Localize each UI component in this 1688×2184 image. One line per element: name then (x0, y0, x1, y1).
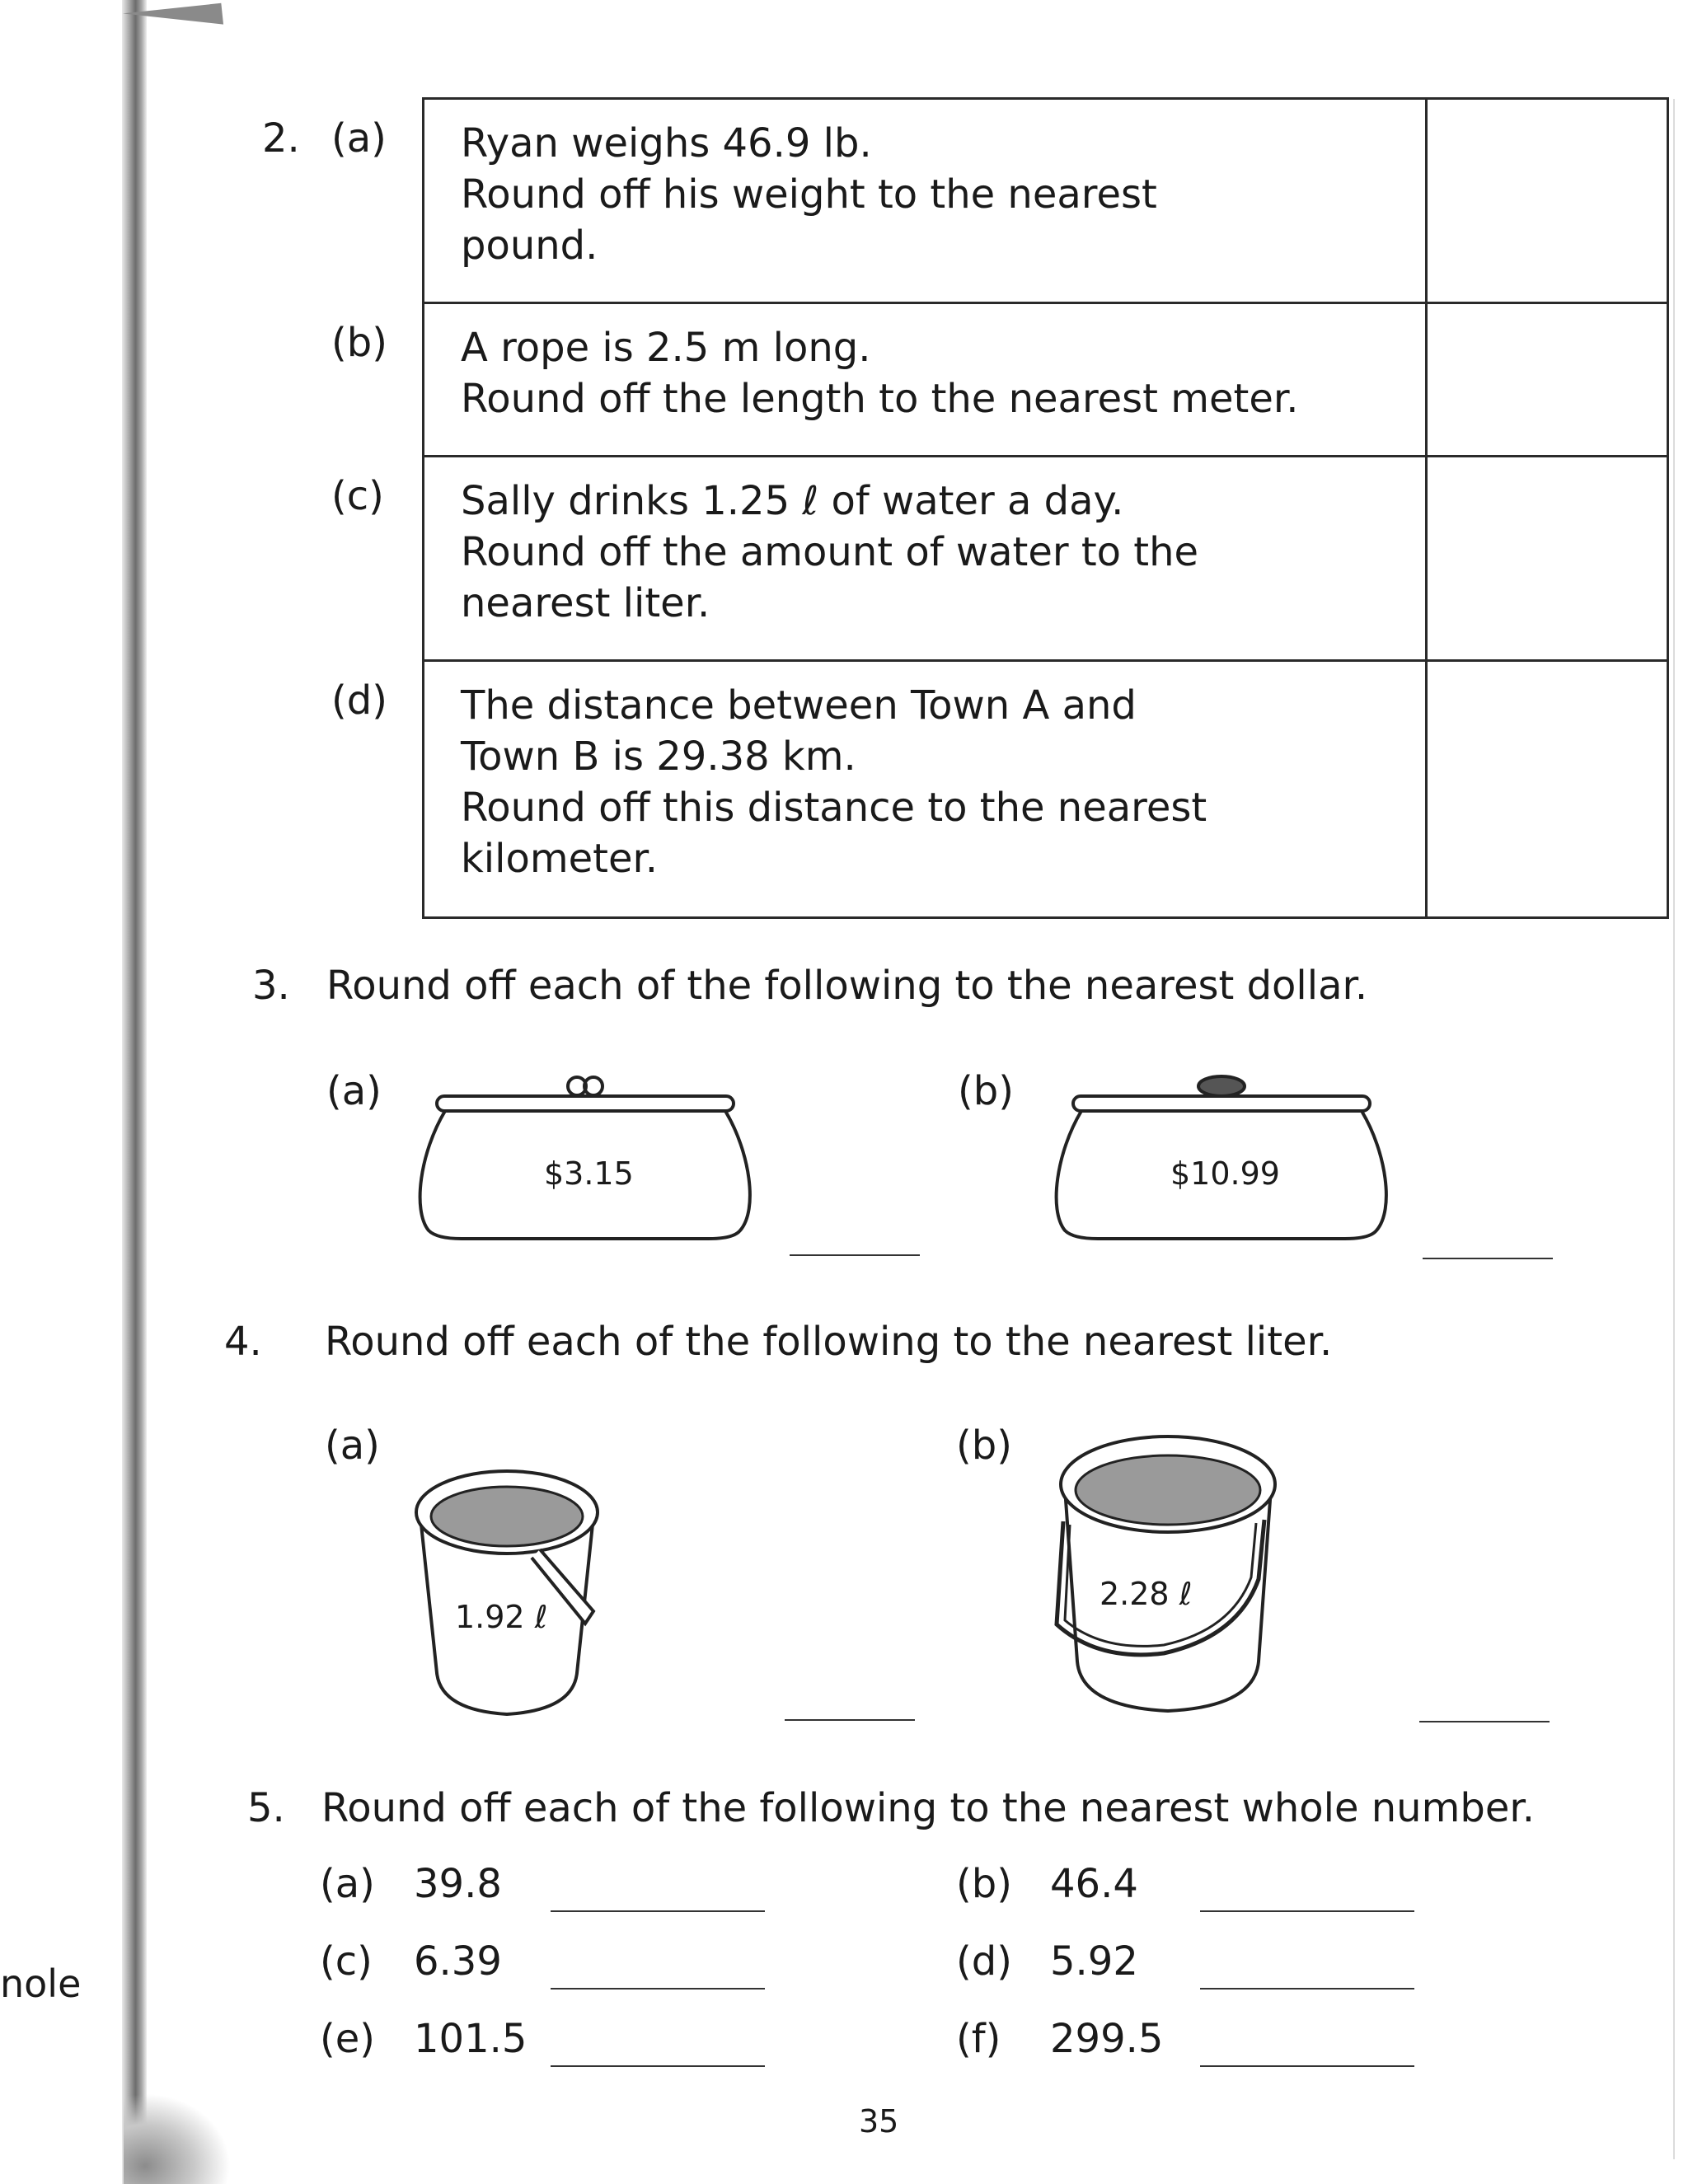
q5e-label: (e) (320, 2016, 375, 2062)
spine-bottom-smudge (124, 2093, 231, 2184)
q2-table (422, 97, 1669, 919)
q2b-line-2: Round off the length to the nearest meter. (461, 376, 1299, 422)
q2b-text (424, 303, 1427, 457)
q2d-answer-box[interactable] (1427, 661, 1668, 918)
q2d-label: (d) (331, 677, 387, 724)
q2a-line-2: Round off his weight to the nearest (461, 171, 1157, 218)
q5a-label: (a) (320, 1861, 375, 1907)
margin-text-fragment: nole (0, 1961, 82, 2006)
q2c-line-2: Round off the amount of water to the (461, 529, 1199, 575)
q2-row-d (424, 661, 1668, 918)
q5d-answer-line[interactable] (1200, 1988, 1414, 1990)
q5c-answer-line[interactable] (551, 1988, 765, 1990)
q4-number: 4. (224, 1319, 262, 1365)
q5d-label: (d) (956, 1938, 1012, 1985)
q5e-answer-line[interactable] (551, 2065, 765, 2067)
q5a-answer-line[interactable] (551, 1910, 765, 1912)
q3b-answer-line[interactable] (1423, 1258, 1553, 1259)
q5-prompt: Round off each of the following to the nearest whole number. (321, 1785, 1535, 1831)
q5b-answer-line[interactable] (1200, 1910, 1414, 1912)
q2-row-c (424, 457, 1668, 661)
q5b-value: 46.4 (1050, 1861, 1138, 1907)
q2b-line-1: A rope is 2.5 m long. (461, 325, 871, 371)
q3a-value: $3.15 (544, 1155, 634, 1192)
q5d-value: 5.92 (1050, 1938, 1138, 1985)
bucket-icon (408, 1459, 606, 1722)
q2a-line-1: Ryan weighs 46.9 lb. (461, 120, 872, 166)
q2d-text (424, 661, 1427, 918)
q5f-value: 299.5 (1050, 2016, 1164, 2062)
q2-row-a (424, 99, 1668, 303)
q2a-text (424, 99, 1427, 303)
q2d-line-3: Round off this distance to the nearest (461, 785, 1207, 831)
q2-number: 2. (262, 115, 300, 162)
q3-prompt: Round off each of the following to the nearest dollar. (326, 963, 1368, 1009)
q5b-label: (b) (956, 1861, 1012, 1907)
q2a-line-3: pound. (461, 223, 598, 269)
q4a-label: (a) (325, 1422, 380, 1469)
page-number: 35 (859, 2103, 899, 2139)
q5c-value: 6.39 (414, 1938, 502, 1985)
q4-prompt: Round off each of the following to the nearest liter. (325, 1319, 1333, 1365)
q3a-answer-line[interactable] (790, 1254, 920, 1256)
q4b-value: 2.28 ℓ (1100, 1576, 1193, 1612)
q5a-value: 39.8 (414, 1861, 502, 1907)
q2d-line-1: The distance between Town A and (461, 682, 1137, 729)
q5f-answer-line[interactable] (1200, 2065, 1414, 2067)
q2-row-b (424, 303, 1668, 457)
book-spine-shadow (122, 0, 147, 2184)
q2c-line-1: Sally drinks 1.25 ℓ of water a day. (461, 478, 1124, 524)
q5-number: 5. (247, 1785, 285, 1831)
q2c-label: (c) (331, 473, 384, 519)
q2a-label: (a) (331, 115, 387, 162)
q4b-label: (b) (956, 1422, 1012, 1469)
q3-number: 3. (252, 963, 290, 1009)
q3b-label: (b) (958, 1068, 1014, 1114)
page-right-edge (1673, 99, 1675, 2159)
q5c-label: (c) (320, 1938, 373, 1985)
q2a-answer-box[interactable] (1427, 99, 1668, 303)
q2c-text (424, 457, 1427, 661)
q2d-line-4: kilometer. (461, 836, 659, 882)
bucket-icon (1048, 1422, 1287, 1719)
q2b-answer-box[interactable] (1427, 303, 1668, 457)
q2c-line-3: nearest liter. (461, 580, 710, 626)
q4a-answer-line[interactable] (785, 1719, 915, 1721)
q2d-line-2: Town B is 29.38 km. (461, 733, 856, 780)
q5f-label: (f) (956, 2016, 1001, 2062)
q5e-value: 101.5 (414, 2016, 528, 2062)
q4a-value: 1.92 ℓ (455, 1599, 548, 1635)
q4b-answer-line[interactable] (1419, 1721, 1550, 1722)
q2c-answer-box[interactable] (1427, 457, 1668, 661)
q2b-label: (b) (331, 320, 387, 366)
q3b-value: $10.99 (1170, 1155, 1280, 1192)
q3a-label: (a) (326, 1068, 382, 1114)
